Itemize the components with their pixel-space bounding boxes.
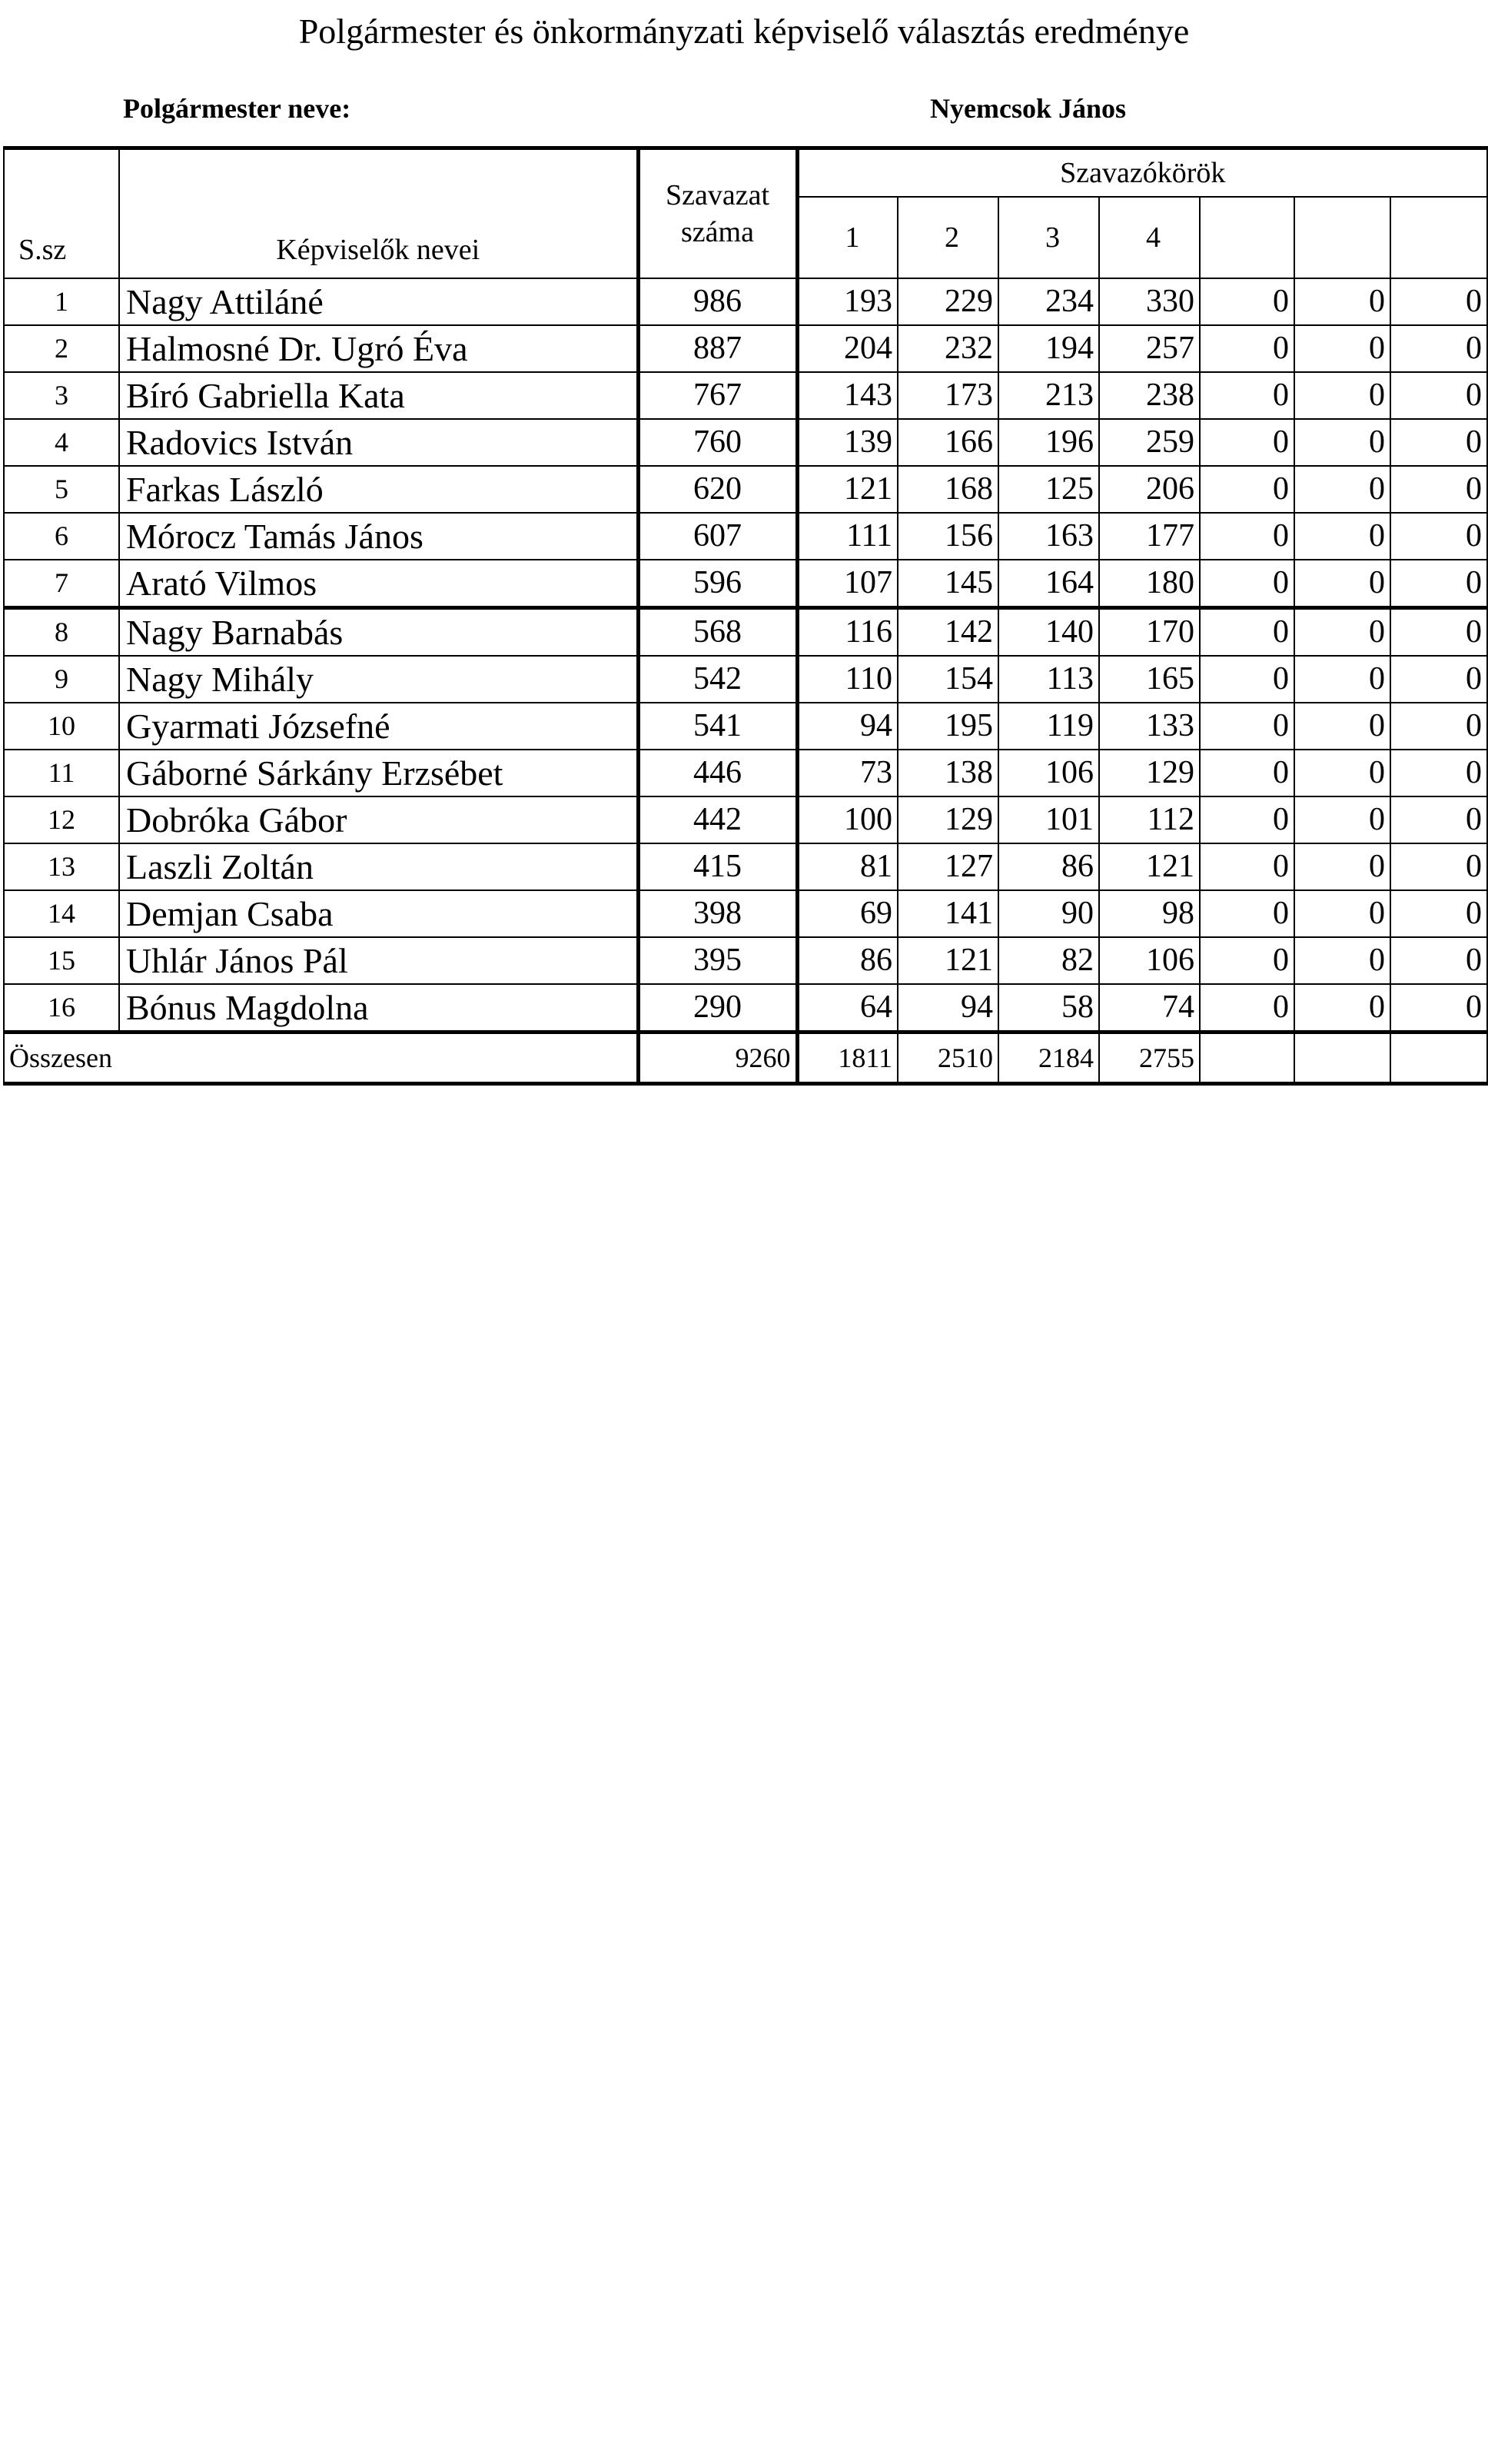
- vote-total: 568: [638, 608, 797, 657]
- table-row: [4, 608, 1487, 657]
- district-votes: 166: [898, 419, 998, 466]
- mayor-label: Polgármester neve:: [123, 93, 351, 124]
- district-votes: 0: [1294, 513, 1390, 560]
- candidate-name: Farkas László: [119, 466, 638, 513]
- row-number: 14: [4, 890, 119, 937]
- candidate-name: Dobróka Gábor: [119, 796, 638, 843]
- district-votes: 0: [1200, 796, 1294, 843]
- district-votes: 0: [1294, 890, 1390, 937]
- district-votes: 0: [1390, 608, 1487, 657]
- district-votes: 69: [797, 890, 898, 937]
- district-votes: 111: [797, 513, 898, 560]
- district-votes: 112: [1099, 796, 1200, 843]
- district-votes: 0: [1390, 419, 1487, 466]
- district-col-3: 3: [998, 197, 1099, 278]
- district-votes: 259: [1099, 419, 1200, 466]
- district-votes: 94: [797, 703, 898, 750]
- district-votes: 196: [998, 419, 1099, 466]
- district-col-5: [1200, 197, 1294, 278]
- header-votes-line2: száma: [681, 216, 754, 248]
- district-votes: 330: [1099, 278, 1200, 325]
- candidate-name: Demjan Csaba: [119, 890, 638, 937]
- vote-total: 542: [638, 656, 797, 703]
- district-votes: 0: [1200, 372, 1294, 419]
- candidate-name: Halmosné Dr. Ugró Éva: [119, 325, 638, 372]
- district-votes: 173: [898, 372, 998, 419]
- district-votes: 229: [898, 278, 998, 325]
- summary-label: Összesen: [4, 1032, 638, 1084]
- district-votes: 119: [998, 703, 1099, 750]
- district-votes: 163: [998, 513, 1099, 560]
- district-votes: 100: [797, 796, 898, 843]
- results-table: [3, 146, 1488, 1086]
- district-votes: 0: [1200, 843, 1294, 890]
- district-votes: 0: [1294, 278, 1390, 325]
- district-votes: 142: [898, 608, 998, 657]
- district-votes: 0: [1294, 656, 1390, 703]
- district-votes: 106: [1099, 937, 1200, 984]
- district-votes: 90: [998, 890, 1099, 937]
- row-number: 1: [4, 278, 119, 325]
- district-votes: 0: [1390, 843, 1487, 890]
- district-votes: 0: [1294, 466, 1390, 513]
- district-votes: 0: [1390, 372, 1487, 419]
- row-number: 16: [4, 984, 119, 1032]
- candidate-name: Bíró Gabriella Kata: [119, 372, 638, 419]
- district-votes: 0: [1200, 419, 1294, 466]
- district-votes: 0: [1294, 750, 1390, 796]
- vote-total: 986: [638, 278, 797, 325]
- district-votes: 138: [898, 750, 998, 796]
- row-number: 4: [4, 419, 119, 466]
- district-col-6: [1294, 197, 1390, 278]
- district-votes: 0: [1390, 466, 1487, 513]
- vote-total: 887: [638, 325, 797, 372]
- row-number: 15: [4, 937, 119, 984]
- district-votes: 0: [1200, 984, 1294, 1032]
- district-votes: 0: [1294, 703, 1390, 750]
- district-votes: 0: [1390, 513, 1487, 560]
- district-votes: 165: [1099, 656, 1200, 703]
- district-votes: 0: [1390, 560, 1487, 608]
- mayor-name: Nyemcsok János: [930, 93, 1127, 124]
- district-votes: 0: [1294, 937, 1390, 984]
- district-votes: 101: [998, 796, 1099, 843]
- summary-d6: [1294, 1032, 1390, 1084]
- candidate-name: Radovics István: [119, 419, 638, 466]
- summary-d4: 2755: [1099, 1032, 1200, 1084]
- district-votes: 193: [797, 278, 898, 325]
- vote-total: 596: [638, 560, 797, 608]
- candidate-name: Nagy Barnabás: [119, 608, 638, 657]
- header-votes-line1: Szavazat: [665, 179, 770, 211]
- header-sz: S.sz: [4, 148, 119, 279]
- vote-total: 290: [638, 984, 797, 1032]
- district-votes: 133: [1099, 703, 1200, 750]
- table-row: [4, 796, 1487, 843]
- table-row: [4, 750, 1487, 796]
- candidate-name: Gyarmati Józsefné: [119, 703, 638, 750]
- table-row: [4, 560, 1487, 608]
- district-votes: 0: [1390, 937, 1487, 984]
- district-votes: 0: [1200, 703, 1294, 750]
- district-votes: 0: [1294, 984, 1390, 1032]
- district-votes: 0: [1200, 656, 1294, 703]
- summary-row: [4, 1032, 1487, 1084]
- district-votes: 154: [898, 656, 998, 703]
- vote-total: 541: [638, 703, 797, 750]
- table-row: [4, 843, 1487, 890]
- district-col-7: [1390, 197, 1487, 278]
- row-number: 8: [4, 608, 119, 657]
- district-votes: 206: [1099, 466, 1200, 513]
- district-votes: 94: [898, 984, 998, 1032]
- district-votes: 0: [1294, 843, 1390, 890]
- table-row: [4, 656, 1487, 703]
- district-votes: 141: [898, 890, 998, 937]
- candidate-name: Nagy Attiláné: [119, 278, 638, 325]
- row-number: 2: [4, 325, 119, 372]
- table-row: [4, 984, 1487, 1032]
- district-votes: 168: [898, 466, 998, 513]
- district-votes: 116: [797, 608, 898, 657]
- table-row: [4, 937, 1487, 984]
- row-number: 12: [4, 796, 119, 843]
- district-votes: 234: [998, 278, 1099, 325]
- district-col-2: 2: [898, 197, 998, 278]
- summary-d7: [1390, 1032, 1487, 1084]
- district-votes: 232: [898, 325, 998, 372]
- district-votes: 0: [1390, 703, 1487, 750]
- summary-d2: 2510: [898, 1032, 998, 1084]
- candidate-name: Laszli Zoltán: [119, 843, 638, 890]
- vote-total: 395: [638, 937, 797, 984]
- district-votes: 0: [1294, 560, 1390, 608]
- row-number: 11: [4, 750, 119, 796]
- header-votes: [638, 148, 797, 279]
- row-number: 10: [4, 703, 119, 750]
- district-votes: 81: [797, 843, 898, 890]
- table-row: [4, 890, 1487, 937]
- district-votes: 195: [898, 703, 998, 750]
- district-votes: 143: [797, 372, 898, 419]
- district-votes: 0: [1200, 890, 1294, 937]
- district-votes: 0: [1200, 466, 1294, 513]
- district-votes: 110: [797, 656, 898, 703]
- district-votes: 0: [1200, 937, 1294, 984]
- district-votes: 0: [1294, 372, 1390, 419]
- district-votes: 0: [1390, 656, 1487, 703]
- district-votes: 170: [1099, 608, 1200, 657]
- district-votes: 177: [1099, 513, 1200, 560]
- district-votes: 238: [1099, 372, 1200, 419]
- district-votes: 0: [1390, 890, 1487, 937]
- district-votes: 0: [1200, 560, 1294, 608]
- row-number: 7: [4, 560, 119, 608]
- candidate-name: Gáborné Sárkány Erzsébet: [119, 750, 638, 796]
- summary-d3: 2184: [998, 1032, 1099, 1084]
- district-votes: 73: [797, 750, 898, 796]
- district-votes: 0: [1390, 796, 1487, 843]
- district-votes: 107: [797, 560, 898, 608]
- district-votes: 121: [797, 466, 898, 513]
- district-votes: 0: [1200, 608, 1294, 657]
- header-names: Képviselők nevei: [119, 148, 638, 279]
- district-votes: 127: [898, 843, 998, 890]
- table-row: [4, 419, 1487, 466]
- candidate-name: Bónus Magdolna: [119, 984, 638, 1032]
- table-row: [4, 703, 1487, 750]
- district-votes: 139: [797, 419, 898, 466]
- district-votes: 113: [998, 656, 1099, 703]
- district-votes: 98: [1099, 890, 1200, 937]
- district-votes: 129: [898, 796, 998, 843]
- vote-total: 620: [638, 466, 797, 513]
- district-votes: 86: [797, 937, 898, 984]
- district-votes: 257: [1099, 325, 1200, 372]
- table-row: [4, 325, 1487, 372]
- district-votes: 140: [998, 608, 1099, 657]
- candidate-name: Arató Vilmos: [119, 560, 638, 608]
- district-votes: 0: [1390, 278, 1487, 325]
- district-votes: 82: [998, 937, 1099, 984]
- district-votes: 0: [1294, 325, 1390, 372]
- district-votes: 204: [797, 325, 898, 372]
- candidate-name: Nagy Mihály: [119, 656, 638, 703]
- page-title: Polgármester és önkormányzati képviselő választás eredménye: [298, 12, 1190, 51]
- district-votes: 180: [1099, 560, 1200, 608]
- district-votes: 0: [1294, 608, 1390, 657]
- district-votes: 74: [1099, 984, 1200, 1032]
- vote-total: 607: [638, 513, 797, 560]
- district-votes: 64: [797, 984, 898, 1032]
- vote-total: 415: [638, 843, 797, 890]
- district-votes: 0: [1390, 325, 1487, 372]
- row-number: 9: [4, 656, 119, 703]
- district-votes: 129: [1099, 750, 1200, 796]
- district-votes: 86: [998, 843, 1099, 890]
- district-votes: 0: [1200, 513, 1294, 560]
- district-votes: 0: [1200, 750, 1294, 796]
- row-number: 3: [4, 372, 119, 419]
- vote-total: 442: [638, 796, 797, 843]
- district-votes: 0: [1390, 984, 1487, 1032]
- district-votes: 58: [998, 984, 1099, 1032]
- district-col-1: 1: [797, 197, 898, 278]
- district-votes: 164: [998, 560, 1099, 608]
- district-votes: 0: [1200, 278, 1294, 325]
- table-row: [4, 513, 1487, 560]
- summary-d1: 1811: [797, 1032, 898, 1084]
- row-number: 5: [4, 466, 119, 513]
- district-votes: 156: [898, 513, 998, 560]
- vote-total: 760: [638, 419, 797, 466]
- district-votes: 145: [898, 560, 998, 608]
- vote-total: 767: [638, 372, 797, 419]
- district-votes: 194: [998, 325, 1099, 372]
- district-votes: 106: [998, 750, 1099, 796]
- vote-total: 398: [638, 890, 797, 937]
- candidate-name: Uhlár János Pál: [119, 937, 638, 984]
- table-row: [4, 466, 1487, 513]
- header-districts: Szavazókörök: [797, 148, 1487, 198]
- district-votes: 0: [1294, 796, 1390, 843]
- district-votes: 213: [998, 372, 1099, 419]
- district-col-4: 4: [1099, 197, 1200, 278]
- row-number: 6: [4, 513, 119, 560]
- district-votes: 125: [998, 466, 1099, 513]
- row-number: 13: [4, 843, 119, 890]
- summary-total: 9260: [638, 1032, 797, 1084]
- district-votes: 0: [1294, 419, 1390, 466]
- table-row: [4, 278, 1487, 325]
- district-votes: 0: [1390, 750, 1487, 796]
- candidate-name: Mórocz Tamás János: [119, 513, 638, 560]
- district-votes: 0: [1200, 325, 1294, 372]
- district-votes: 121: [1099, 843, 1200, 890]
- vote-total: 446: [638, 750, 797, 796]
- table-row: [4, 372, 1487, 419]
- summary-d5: [1200, 1032, 1294, 1084]
- district-votes: 121: [898, 937, 998, 984]
